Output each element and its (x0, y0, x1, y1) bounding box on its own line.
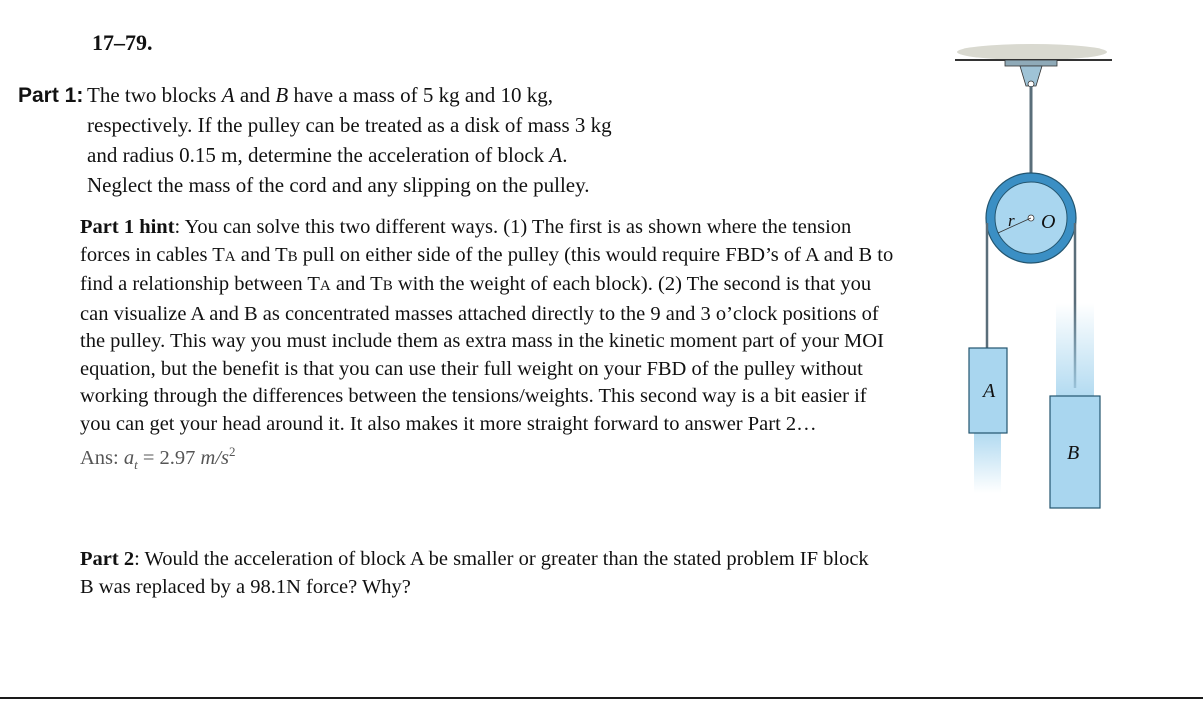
part2-question: Part 2: Would the acceleration of block A be smaller or greater than the stated problem IF block B was replaced by a 98.1N force? Why? (80, 548, 869, 598)
hint-block (80, 214, 895, 478)
statement-line-1: The two blocks A and B have a mass of 5 kg and 10 kg, (87, 83, 553, 107)
part1-label: Part 1: (18, 84, 84, 107)
problem-number: 17–79. (92, 30, 153, 55)
hint-label: Part 1 hint (80, 216, 175, 238)
block-a-trail (974, 433, 1001, 493)
hint-paragraph: Part 1 hint: You can solve this two different ways. (1) The first is as shown where the tension forces in cables TA and TB pull on either side of the pulley (this would require FBD’s of A and B to find a relationship between TA and TB with the weight of each block). (2) The second is that you can visualize A and B as concentrated masses attached directly to the 9 and 3 o’clock positions of the pulley. This way you must include them as extra mass in the kinetic moment part of your MOI equation, but the benefit is that you can use their full weight on your FBD of the pulley without working through the differences between the tensions/weights. This second way is a bit easier if you can get your head around it. It also makes it more straight forward to answer Part 2… (80, 216, 894, 435)
answer: Ans: $a_t = 2.97$ $m/s^2$ (80, 444, 236, 472)
statement-line-2: respectively. If the pulley can be treated as a disk of mass 3 kg (87, 113, 612, 137)
bottom-rule (0, 697, 1203, 699)
bracket-plate (1005, 60, 1057, 66)
label-B: B (1067, 442, 1080, 464)
statement-line-3: and radius 0.15 m, determine the acceleration of block A. (87, 143, 568, 167)
label-r: r (1008, 211, 1015, 230)
label-A: A (983, 380, 996, 402)
part2-label: Part 2 (80, 548, 135, 570)
ceiling-shading (957, 44, 1107, 60)
label-O: O (1041, 211, 1056, 233)
block-b-trail (1056, 303, 1094, 398)
pulley-figure (950, 38, 1120, 518)
statement-line-4: Neglect the mass of the cord and any slipping on the pulley. (87, 173, 590, 197)
